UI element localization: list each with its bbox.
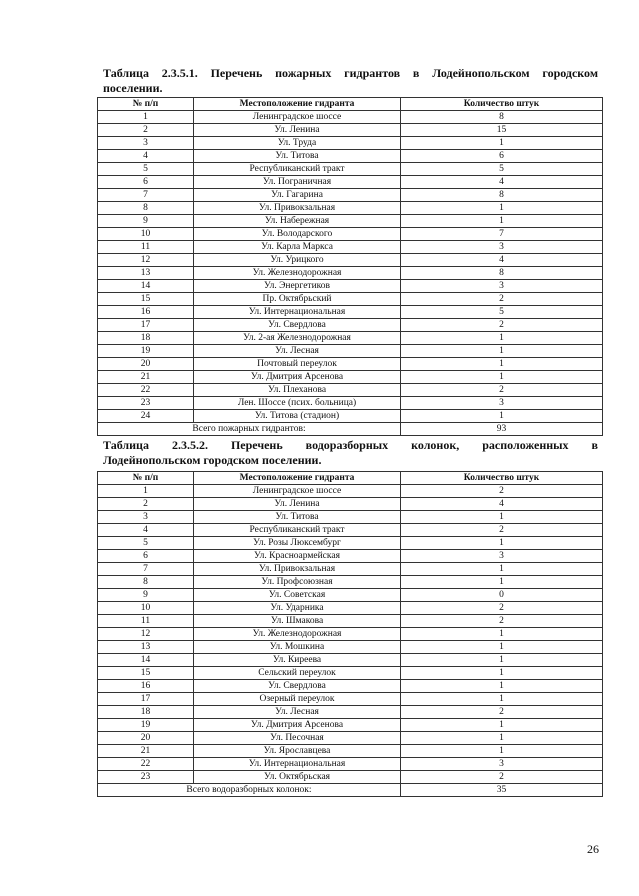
row-number-cell: 24 — [98, 410, 194, 423]
row-count-cell: 1 — [401, 410, 603, 423]
table-row — [98, 410, 603, 423]
row-number-cell: 8 — [98, 576, 194, 589]
row-location-cell: Ул. Свердлова — [194, 319, 401, 332]
row-count-cell: 1 — [401, 576, 603, 589]
row-location-cell: Ул. 2-ая Железнодорожная — [194, 332, 401, 345]
table2-caption-line2: Лодейнопольском городском поселении. — [103, 453, 322, 467]
row-number-cell: 17 — [98, 319, 194, 332]
row-location-cell: Ул. Интернациональная — [194, 306, 401, 319]
table-row — [98, 550, 603, 563]
row-number-cell: 4 — [98, 524, 194, 537]
row-number-cell: 18 — [98, 332, 194, 345]
row-count-cell: 1 — [401, 215, 603, 228]
row-number-cell: 10 — [98, 602, 194, 615]
row-count-cell: 2 — [401, 771, 603, 784]
row-number-cell: 15 — [98, 293, 194, 306]
row-number-cell: 7 — [98, 563, 194, 576]
table-row — [98, 319, 603, 332]
table-row — [98, 293, 603, 306]
row-location-cell: Ул. Лесная — [194, 345, 401, 358]
table-row — [98, 693, 603, 706]
row-number-cell: 21 — [98, 371, 194, 384]
row-count-cell: 2 — [401, 319, 603, 332]
table-row — [98, 397, 603, 410]
table-row — [98, 358, 603, 371]
table-row — [98, 241, 603, 254]
row-location-cell: Ул. Карла Маркса — [194, 241, 401, 254]
total-label: Всего водоразборных колонок: — [98, 784, 401, 797]
table-row — [98, 602, 603, 615]
header-number: № п/п — [98, 472, 194, 485]
row-number-cell: 21 — [98, 745, 194, 758]
row-location-cell: Ул. Титова (стадион) — [194, 410, 401, 423]
row-number-cell: 19 — [98, 345, 194, 358]
row-count-cell: 1 — [401, 745, 603, 758]
table-row — [98, 771, 603, 784]
row-count-cell: 1 — [401, 137, 603, 150]
row-number-cell: 10 — [98, 228, 194, 241]
table-row — [98, 628, 603, 641]
row-count-cell: 1 — [401, 358, 603, 371]
row-number-cell: 8 — [98, 202, 194, 215]
table-row — [98, 706, 603, 719]
row-number-cell: 5 — [98, 537, 194, 550]
table-header-row — [98, 472, 603, 485]
table-row — [98, 667, 603, 680]
header-location: Местоположение гидранта — [194, 98, 401, 111]
row-number-cell: 22 — [98, 758, 194, 771]
row-location-cell: Республиканский тракт — [194, 163, 401, 176]
table-row — [98, 280, 603, 293]
table-row — [98, 485, 603, 498]
table-row — [98, 176, 603, 189]
row-count-cell: 3 — [401, 280, 603, 293]
header-count: Количество штук — [401, 98, 603, 111]
row-location-cell: Ул. Титова — [194, 511, 401, 524]
table2-caption — [103, 438, 598, 468]
row-number-cell: 3 — [98, 511, 194, 524]
table-row — [98, 371, 603, 384]
table-row — [98, 267, 603, 280]
row-location-cell: Ул. Урицкого — [194, 254, 401, 267]
row-location-cell: Ул. Песочная — [194, 732, 401, 745]
row-number-cell: 6 — [98, 176, 194, 189]
table1-caption — [103, 66, 598, 96]
row-location-cell: Ленинградское шоссе — [194, 485, 401, 498]
row-location-cell: Республиканский тракт — [194, 524, 401, 537]
row-location-cell: Ул. Мошкина — [194, 641, 401, 654]
row-location-cell: Ул. Железнодорожная — [194, 628, 401, 641]
row-count-cell: 8 — [401, 267, 603, 280]
row-location-cell: Ул. Ленина — [194, 124, 401, 137]
table-row — [98, 732, 603, 745]
row-count-cell: 2 — [401, 293, 603, 306]
row-number-cell: 17 — [98, 693, 194, 706]
row-count-cell: 8 — [401, 111, 603, 124]
row-location-cell: Ленинградское шоссе — [194, 111, 401, 124]
row-number-cell: 14 — [98, 654, 194, 667]
row-location-cell: Ул. Лесная — [194, 706, 401, 719]
row-count-cell: 2 — [401, 384, 603, 397]
table-row — [98, 137, 603, 150]
table-row — [98, 524, 603, 537]
row-count-cell: 4 — [401, 254, 603, 267]
row-location-cell: Ул. Профсоюзная — [194, 576, 401, 589]
row-number-cell: 1 — [98, 485, 194, 498]
row-location-cell: Ул. Ярославцева — [194, 745, 401, 758]
row-count-cell: 1 — [401, 732, 603, 745]
row-location-cell: Ул. Привокзальная — [194, 202, 401, 215]
table-row — [98, 215, 603, 228]
row-count-cell: 2 — [401, 524, 603, 537]
row-count-cell: 2 — [401, 615, 603, 628]
row-location-cell: Ул. Киреева — [194, 654, 401, 667]
table-row — [98, 641, 603, 654]
total-row — [98, 784, 603, 797]
row-count-cell: 3 — [401, 397, 603, 410]
table-row — [98, 680, 603, 693]
row-count-cell: 1 — [401, 667, 603, 680]
row-number-cell: 19 — [98, 719, 194, 732]
row-count-cell: 3 — [401, 758, 603, 771]
table-row — [98, 745, 603, 758]
table-header-row — [98, 98, 603, 111]
row-count-cell: 1 — [401, 628, 603, 641]
row-count-cell: 3 — [401, 550, 603, 563]
row-location-cell: Ул. Набережная — [194, 215, 401, 228]
table-row — [98, 254, 603, 267]
row-location-cell: Ул. Розы Люксембург — [194, 537, 401, 550]
row-location-cell: Ул. Интернациональная — [194, 758, 401, 771]
row-number-cell: 15 — [98, 667, 194, 680]
table-row — [98, 615, 603, 628]
row-location-cell: Ул. Гагарина — [194, 189, 401, 202]
total-value: 93 — [401, 423, 603, 436]
row-location-cell: Озерный переулок — [194, 693, 401, 706]
row-count-cell: 1 — [401, 511, 603, 524]
row-location-cell: Ул. Ударника — [194, 602, 401, 615]
row-location-cell: Ул. Дмитрия Арсенова — [194, 719, 401, 732]
table-row — [98, 150, 603, 163]
row-number-cell: 12 — [98, 254, 194, 267]
row-location-cell: Ул. Володарского — [194, 228, 401, 241]
row-count-cell: 1 — [401, 537, 603, 550]
row-count-cell: 1 — [401, 654, 603, 667]
page-number: 26 — [587, 842, 599, 856]
row-location-cell: Ул. Титова — [194, 150, 401, 163]
row-count-cell: 1 — [401, 371, 603, 384]
table-row — [98, 124, 603, 137]
row-number-cell: 22 — [98, 384, 194, 397]
row-number-cell: 16 — [98, 680, 194, 693]
row-number-cell: 9 — [98, 589, 194, 602]
row-location-cell: Ул. Красноармейская — [194, 550, 401, 563]
row-count-cell: 1 — [401, 345, 603, 358]
row-location-cell: Ул. Советская — [194, 589, 401, 602]
row-count-cell: 15 — [401, 124, 603, 137]
table-row — [98, 511, 603, 524]
row-number-cell: 1 — [98, 111, 194, 124]
row-count-cell: 5 — [401, 163, 603, 176]
row-number-cell: 9 — [98, 215, 194, 228]
row-number-cell: 2 — [98, 498, 194, 511]
row-count-cell: 6 — [401, 150, 603, 163]
row-number-cell: 3 — [98, 137, 194, 150]
table-row — [98, 202, 603, 215]
row-number-cell: 7 — [98, 189, 194, 202]
table2-caption-line1: Таблица 2.3.5.2. Перечень водоразборных колонок, расположенных в — [103, 438, 598, 452]
row-number-cell: 23 — [98, 397, 194, 410]
row-count-cell: 1 — [401, 332, 603, 345]
row-number-cell: 20 — [98, 732, 194, 745]
row-count-cell: 2 — [401, 485, 603, 498]
row-count-cell: 3 — [401, 241, 603, 254]
header-number: № п/п — [98, 98, 194, 111]
table-row — [98, 758, 603, 771]
total-label: Всего пожарных гидрантов: — [98, 423, 401, 436]
row-count-cell: 1 — [401, 202, 603, 215]
table-row — [98, 345, 603, 358]
row-location-cell: Ул. Привокзальная — [194, 563, 401, 576]
row-count-cell: 7 — [401, 228, 603, 241]
table-row — [98, 228, 603, 241]
table-row — [98, 576, 603, 589]
header-count: Количество штук — [401, 472, 603, 485]
table1-caption-line1: Таблица 2.3.5.1. Перечень пожарных гидрантов в Лодейнопольском городском — [103, 66, 598, 80]
table-row — [98, 654, 603, 667]
row-number-cell: 18 — [98, 706, 194, 719]
row-number-cell: 14 — [98, 280, 194, 293]
table-row — [98, 189, 603, 202]
fire-hydrants-table — [97, 97, 603, 436]
table-row — [98, 306, 603, 319]
row-location-cell: Лен. Шоссе (псих. больница) — [194, 397, 401, 410]
row-number-cell: 11 — [98, 241, 194, 254]
row-number-cell: 13 — [98, 267, 194, 280]
table-row — [98, 498, 603, 511]
row-number-cell: 20 — [98, 358, 194, 371]
row-location-cell: Ул. Свердлова — [194, 680, 401, 693]
table-row — [98, 384, 603, 397]
row-count-cell: 0 — [401, 589, 603, 602]
row-location-cell: Ул. Труда — [194, 137, 401, 150]
row-location-cell: Ул. Железнодорожная — [194, 267, 401, 280]
row-location-cell: Пр. Октябрьский — [194, 293, 401, 306]
table-row — [98, 111, 603, 124]
row-location-cell: Сельский переулок — [194, 667, 401, 680]
table-row — [98, 589, 603, 602]
row-count-cell: 2 — [401, 706, 603, 719]
row-number-cell: 4 — [98, 150, 194, 163]
row-location-cell: Ул. Ленина — [194, 498, 401, 511]
row-number-cell: 13 — [98, 641, 194, 654]
row-number-cell: 5 — [98, 163, 194, 176]
row-count-cell: 1 — [401, 680, 603, 693]
row-count-cell: 4 — [401, 498, 603, 511]
row-count-cell: 1 — [401, 563, 603, 576]
total-row — [98, 423, 603, 436]
total-value: 35 — [401, 784, 603, 797]
table-row — [98, 163, 603, 176]
row-location-cell: Ул. Дмитрия Арсенова — [194, 371, 401, 384]
row-location-cell: Ул. Пограничная — [194, 176, 401, 189]
row-location-cell: Ул. Октябрьская — [194, 771, 401, 784]
row-count-cell: 1 — [401, 641, 603, 654]
row-count-cell: 1 — [401, 719, 603, 732]
row-location-cell: Ул. Плеханова — [194, 384, 401, 397]
row-location-cell: Почтовый переулок — [194, 358, 401, 371]
table-row — [98, 537, 603, 550]
table-row — [98, 719, 603, 732]
row-number-cell: 23 — [98, 771, 194, 784]
row-number-cell: 11 — [98, 615, 194, 628]
row-number-cell: 2 — [98, 124, 194, 137]
row-number-cell: 6 — [98, 550, 194, 563]
table-row — [98, 563, 603, 576]
row-count-cell: 1 — [401, 693, 603, 706]
row-count-cell: 2 — [401, 602, 603, 615]
row-number-cell: 12 — [98, 628, 194, 641]
row-number-cell: 16 — [98, 306, 194, 319]
row-count-cell: 5 — [401, 306, 603, 319]
row-location-cell: Ул. Энергетиков — [194, 280, 401, 293]
table-row — [98, 332, 603, 345]
header-location: Местоположение гидранта — [194, 472, 401, 485]
row-count-cell: 8 — [401, 189, 603, 202]
table1-caption-line2: поселении. — [103, 81, 163, 95]
row-count-cell: 4 — [401, 176, 603, 189]
water-columns-table — [97, 471, 603, 797]
row-location-cell: Ул. Шмакова — [194, 615, 401, 628]
